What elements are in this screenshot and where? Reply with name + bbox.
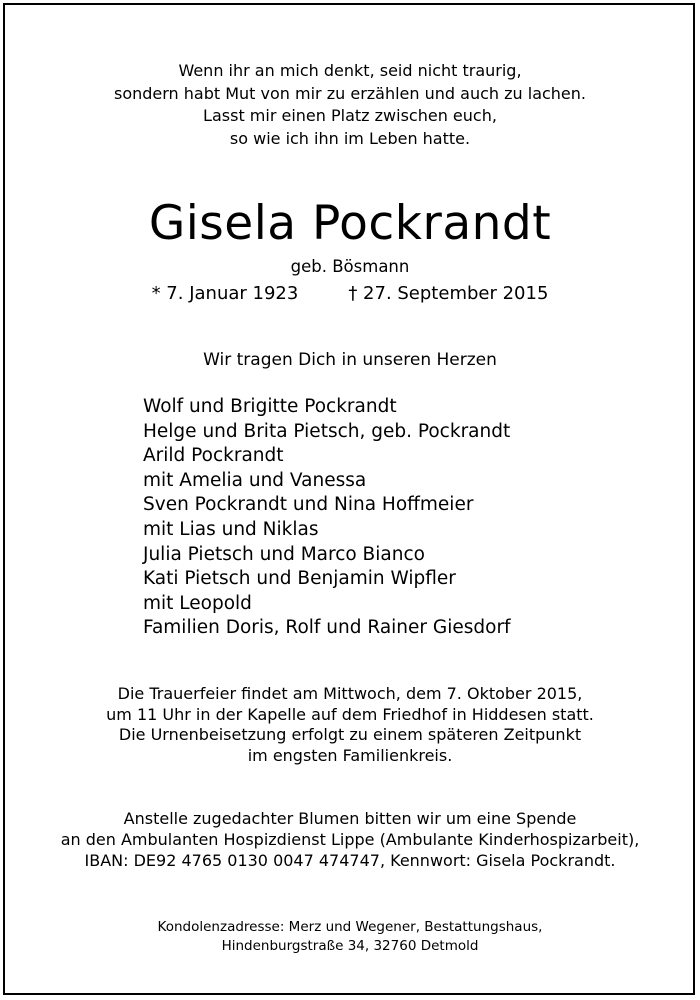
mourner-line: Helge und Brita Pietsch, geb. Pockrandt [143, 420, 511, 442]
death-date: † 27. September 2015 [348, 283, 549, 304]
life-dates [0, 282, 700, 306]
mourner-line: Wolf und Brigitte Pockrandt [143, 396, 397, 417]
mourners-list [143, 395, 511, 641]
mourner-line: Julia Pietsch und Marco Bianco [143, 543, 425, 565]
contact-line: Kondolenzadresse: Merz und Wegener, Bestattungshaus, [157, 919, 543, 935]
contact-line: Hindenburgstraße 34, 32760 Detmold [221, 938, 479, 954]
mourner-line: Arild Pockrandt [143, 445, 284, 467]
service-line: Die Urnenbeisetzung erfolgt zu einem späteren Zeitpunkt [118, 725, 582, 744]
service-line: Die Trauerfeier findet am Mittwoch, dem 7. Oktober 2015, [117, 684, 583, 703]
mourner-line: Kati Pietsch und Benjamin Wipfler [143, 568, 456, 590]
tagline: Wir tragen Dich in unseren Herzen [203, 350, 497, 370]
donation-line: IBAN: DE92 4765 0130 0047 474747, Kennwort: Gisela Pockrandt. [84, 851, 616, 870]
service-line: um 11 Uhr in der Kapelle auf dem Friedhof in Hiddesen statt. [106, 704, 594, 724]
birth-date: * 7. Januar 1923 [151, 283, 299, 304]
memorial-poem [0, 60, 700, 150]
condolence-address [0, 918, 700, 956]
poem-line: so wie ich ihn im Leben hatte. [229, 128, 471, 148]
mourner-line: Sven Pockrandt und Nina Hoffmeier [143, 494, 474, 516]
mourner-line: mit Lias und Niklas [143, 518, 319, 540]
mourner-line: Familien Doris, Rolf und Rainer Giesdorf [143, 617, 511, 639]
funeral-service-info [0, 684, 700, 766]
donation-line: Anstelle zugedachter Blumen bitten wir um eine Spende [123, 809, 577, 828]
mourner-line: mit Leopold [143, 592, 252, 614]
donation-line: an den Ambulanten Hospizdienst Lippe (Ambulante Kinderhospizarbeit), [60, 830, 640, 849]
service-line: im engsten Familienkreis. [247, 745, 453, 765]
poem-line: Lasst mir einen Platz zwischen euch, [203, 106, 497, 125]
poem-line: Wenn ihr an mich denkt, seid nicht traurig, [178, 61, 522, 80]
donation-request [0, 808, 700, 871]
deceased-name: Gisela Pockrandt [148, 196, 552, 251]
maiden-name: geb. Bösmann [290, 257, 410, 276]
poem-line: sondern habt Mut von mir zu erzählen und auch zu lachen. [113, 83, 586, 103]
mourner-line: mit Amelia und Vanessa [143, 469, 367, 491]
